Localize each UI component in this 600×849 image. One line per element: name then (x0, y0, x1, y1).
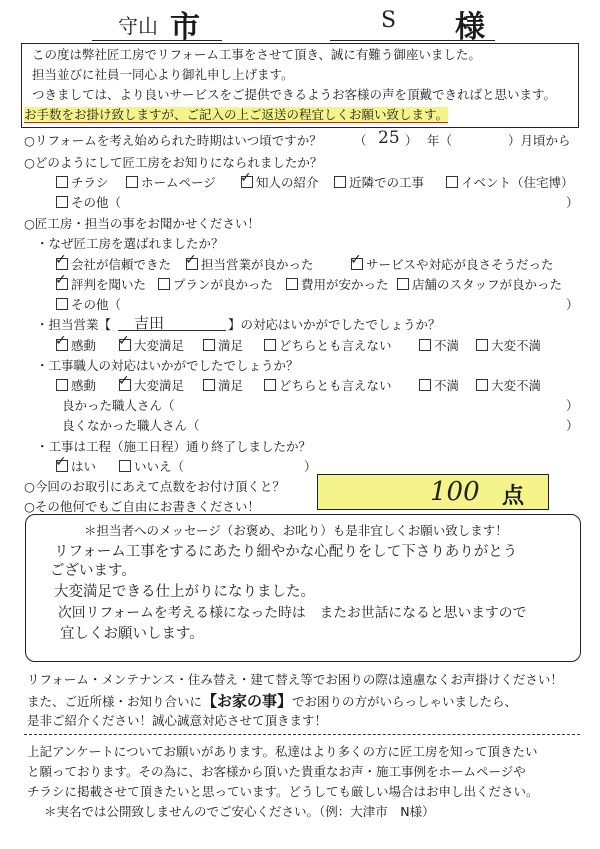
q3-label: ○匠工房・担当の事をお聞かせください！ (24, 216, 260, 231)
checkbox-icon (419, 379, 431, 391)
sales-rating-moved[interactable]: ✓感動 (56, 336, 96, 354)
comment-box-heading: ＊担当者へのメッセージ（お褒め、お叱り）も是非宜しくお願い致します！ (84, 523, 508, 538)
checkbox-icon (264, 379, 276, 391)
q1-year-handwritten: 25 (378, 128, 400, 148)
notice-line-1: 上記アンケートについてお願いがあります。私達はより多くの方に匠工房を知って頂きたい (27, 744, 538, 759)
q1-close-paren: ） (405, 133, 418, 148)
sales-rating-satisfied[interactable]: 満足 (203, 336, 243, 354)
why-option-other[interactable]: その他（ (56, 295, 121, 313)
why-option-sales-rep[interactable]: ✓ 担当営業が良かった (186, 255, 314, 273)
sales-rep-name-handwritten: 吉田 (134, 314, 165, 332)
checkbox-icon (446, 176, 458, 188)
sales-rep-question: ・担当営業【 (36, 317, 112, 332)
checkbox-icon (476, 339, 488, 351)
checked-checkbox-icon (186, 258, 198, 270)
notice-line-4: ＊実名では公開致しませんのでご安心ください。（例：大津市 N様） (44, 804, 435, 819)
checkbox-icon (203, 339, 215, 351)
score-handwritten: 100 (430, 477, 480, 507)
comment-handwritten-line-4: 次回リフォームを考える様になった時は またお世話になると思いますので (58, 605, 527, 621)
checked-checkbox-icon (56, 339, 68, 351)
sales-rating-dissatisfied[interactable]: 不満 (419, 336, 459, 354)
good-craftsmen-field[interactable]: 良かった職人さん（ (62, 398, 175, 413)
footer-highlight-ouchi: 【お家の事】 (202, 692, 293, 710)
checkbox-icon (158, 278, 170, 290)
comment-handwritten-line-1: リフォーム工事をするにあたり細やかな心配りをして下さりありがとう (54, 544, 518, 560)
notice-line-2: と願っております。その為に、お客様から頂いた貴重なお声・施工事例をホームページや (27, 764, 526, 779)
bad-craftsmen-field[interactable]: 良くなかった職人さん（ (62, 418, 200, 433)
why-option-service[interactable]: ✓ サービスや対応が良さそうだった (351, 255, 554, 273)
checkbox-icon (286, 278, 298, 290)
intro-line-1: この度は弊社匠工房でリフォーム工事をさせて頂き、誠に有難う御座いました。 (32, 47, 481, 62)
q2-label: ○どのようにして匠工房をお知りになられましたか？ (24, 155, 323, 170)
checkbox-icon (203, 379, 215, 391)
q2-option-nearby-work[interactable]: 近隣での工事 (334, 173, 424, 191)
sales-rating-neutral[interactable]: どちらとも言えない (264, 336, 392, 354)
q2-option-homepage[interactable]: ホームページ (126, 173, 216, 191)
crafts-rating-very-satisfied[interactable]: ✓ 大変満足 (119, 376, 184, 394)
intro-line-2: 担当並びに社員一同心より御礼申し上げます。 (32, 67, 294, 82)
sales-rating-very-dissatisfied[interactable]: 大変不満 (476, 336, 541, 354)
checkbox-icon (264, 339, 276, 351)
q2-other-close: ） (566, 195, 579, 210)
score-question: ○今回のお取引にあえて点数をお付け頂くと？ (24, 479, 285, 494)
checkbox-icon (56, 176, 68, 188)
crafts-rating-very-dissatisfied[interactable]: 大変不満 (476, 376, 541, 394)
intro-highlighted-request: お手数をお掛け致しますが、ご記入の上ご返送の程宜しくお願い致します。 (24, 107, 449, 122)
comment-handwritten-line-3: 大変満足できる仕上がりになりました。 (54, 584, 315, 600)
q1-year-suffix: 年（ (427, 133, 453, 148)
q2-option-event[interactable]: イベント（住宅博） (446, 173, 574, 191)
checked-checkbox-icon (241, 176, 253, 188)
crafts-rating-neutral[interactable]: どちらとも言えない (264, 376, 392, 394)
dashed-divider (24, 734, 580, 735)
customer-initial-handwritten: S (381, 8, 397, 33)
why-option-plan[interactable]: プランが良かった (158, 275, 273, 293)
why-option-trust[interactable]: ✓会社が信頼できた (56, 255, 171, 273)
q2-option-other[interactable]: その他（ (56, 193, 121, 211)
checkbox-icon (334, 176, 346, 188)
bad-craftsmen-close: ） (566, 418, 579, 433)
comment-question: ○その他何でもご自由にお書きください！ (24, 499, 260, 514)
checked-checkbox-icon (119, 379, 131, 391)
schedule-question: ・工事は工程（施工日程）通り終了しましたか？ (36, 439, 312, 454)
q2-option-flyer[interactable]: チラシ (56, 173, 109, 191)
checkbox-icon (419, 339, 431, 351)
sales-rep-name-underline (118, 330, 226, 331)
why-option-store-staff[interactable]: 店舗のスタッフが良かった (397, 275, 562, 293)
q3-why-label: ・なぜ匠工房を選ばれましたか？ (36, 236, 224, 251)
checkbox-icon (126, 176, 138, 188)
why-option-reputation[interactable]: ✓評判を聞いた (56, 275, 146, 293)
score-box[interactable] (317, 474, 549, 510)
city-underline (92, 40, 222, 41)
craftsmen-question: ・工事職人の対応はいかがでしたでしょうか？ (36, 358, 299, 373)
crafts-rating-dissatisfied[interactable]: 不満 (419, 376, 459, 394)
checkbox-icon (119, 460, 131, 472)
checkbox-icon (56, 196, 68, 208)
checkbox-icon (476, 379, 488, 391)
checkbox-icon (56, 379, 68, 391)
intro-line-4 (24, 105, 448, 123)
q1-label: ○リフォームを考え始められた時期はいつ頃ですか？ (24, 133, 322, 148)
q2-option-referral[interactable]: ✓ 知人の紹介 (241, 173, 319, 191)
checkbox-icon (56, 298, 68, 310)
customer-suffix: 様 (455, 10, 485, 45)
score-unit: 点 (502, 484, 525, 509)
city-handwritten: 守山 (118, 14, 158, 38)
sales-rating-very-satisfied[interactable]: ✓ 大変満足 (119, 336, 184, 354)
city-suffix: 市 (170, 10, 200, 45)
q1-open-paren: （ (354, 133, 367, 148)
footer-line-3: 是非ご紹介ください！誠心誠意対応させて頂きます！ (27, 713, 328, 728)
footer-line-2: また、ご近所様・お知り合いに【お家の事】でお困りの方がいらっしゃいましたら、 (27, 692, 518, 710)
checked-checkbox-icon (351, 258, 363, 270)
crafts-rating-moved[interactable]: 感動 (56, 376, 96, 394)
checked-checkbox-icon (56, 258, 68, 270)
intro-line-3: つきましては、より良いサービスをご提供できるようお客様の声を頂戴できればと思います。 (32, 87, 557, 102)
sales-rep-suffix: 】の対応はいかがでしたでしょうか？ (228, 317, 441, 332)
checked-checkbox-icon (56, 278, 68, 290)
footer-line-1: リフォーム・メンテナンス・住み替え・建て替え等でお困りの際は遠慮なくお声掛けください！ (27, 672, 563, 687)
why-option-cost[interactable]: 費用が安かった (286, 275, 389, 293)
good-craftsmen-close: ） (566, 398, 579, 413)
schedule-option-no[interactable]: いいえ（ (119, 457, 184, 475)
comment-handwritten-line-5: 宜しくお願いします。 (60, 626, 204, 642)
notice-line-3: チラシに掲載させて頂きたいと思っています。どうしても厳しい場合はお申し出ください。 (27, 784, 539, 799)
name-underline (330, 40, 495, 41)
crafts-rating-satisfied[interactable]: 満足 (203, 376, 243, 394)
why-other-close: ） (566, 297, 579, 312)
schedule-close: ） (304, 459, 317, 474)
checkbox-icon (397, 278, 409, 290)
q1-month-suffix: ）月頃から (508, 133, 571, 148)
schedule-option-yes[interactable]: ✓はい (56, 457, 96, 475)
checked-checkbox-icon (119, 339, 131, 351)
comment-handwritten-line-2: ございます。 (50, 563, 136, 579)
checked-checkbox-icon (56, 460, 68, 472)
